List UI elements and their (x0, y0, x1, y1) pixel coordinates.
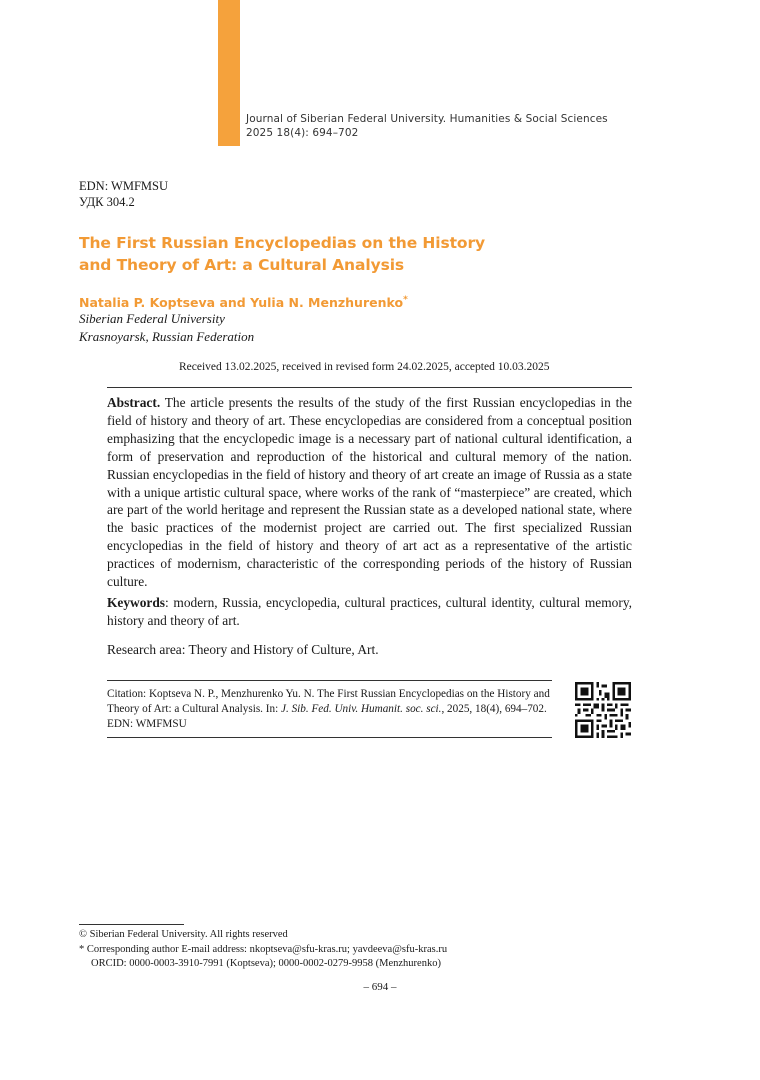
title-line-1: The First Russian Encyclopedias on the History (79, 234, 486, 252)
abstract (107, 394, 632, 591)
journal-title: Journal of Siberian Federal University. Humanities & Social Sciences (246, 113, 608, 125)
keywords (107, 594, 632, 630)
page-number: – 694 – (363, 981, 397, 993)
abstract-top-rule (107, 387, 632, 388)
journal-issue: 2025 18(4): 694–702 (246, 127, 359, 139)
title-line-2: and Theory of Art: a Cultural Analysis (79, 256, 405, 274)
footnotes (79, 928, 447, 972)
abstract-label: Abstract. (107, 395, 161, 410)
keywords-label: Keywords (107, 595, 166, 610)
identifiers (79, 178, 168, 210)
copyright-note: © Siberian Federal University. All rights reserved (79, 929, 288, 940)
citation-prefix: Citation: Koptseva N. P., Menzhurenko Yu. N. The First Russian Encyclopedias on the History and Theory of Art: a Cultural Analysis. In: (107, 688, 550, 715)
udc-id: УДК 304.2 (79, 195, 135, 209)
affiliation (79, 310, 254, 346)
received-dates: Received 13.02.2025, received in revised form 24.02.2025, accepted 10.03.2025 (179, 361, 550, 373)
journal-header (246, 112, 608, 140)
research-area: Research area: Theory and History of Culture, Art. (107, 642, 379, 657)
citation-top-rule (107, 680, 552, 681)
orcid-note: ORCID: 0000-0003-3910-7991 (Koptseva); 0000-0002-0279-9958 (Menzhurenko) (91, 958, 441, 969)
footnote-rule (79, 924, 184, 925)
article-title (79, 232, 539, 276)
citation-suffix: , 2025, 18(4), 694–702. EDN: WMFMSU (107, 703, 547, 730)
abstract-text: The article presents the results of the study of the first Russian encyclopedias in the field of history and theory of art. These encyclopedias are considered from a conceptual position emphasizing that the encyclopedic image is a necessary part of national cultural identification, a form of preservation and reproduction of the historical and cultural memory of the nation. Russian encyclopedias in the field of history and theory of art create an image of Russia as a state with a unique artistic cultural space, where works of the rank of “masterpiece” are created, which are part of the world heritage and represent the Russian state as a developed national state, where the basic practices of the modernist project are carried out. The first specialized Russian encyclopedias in the field of history and theory of art act as a representative of the artistic practices of modernism, characteristic of the corresponding periods of the history of Russian culture. (107, 395, 632, 590)
corresponding-mark: * (403, 295, 408, 305)
affiliation-location: Krasnoyarsk, Russian Federation (79, 329, 255, 344)
authors (79, 292, 408, 311)
qr-code-icon (575, 682, 631, 738)
affiliation-university: Siberian Federal University (79, 311, 225, 326)
citation-journal: J. Sib. Fed. Univ. Humanit. soc. sci. (281, 703, 442, 715)
citation-bottom-rule (107, 737, 552, 738)
keywords-text: : modern, Russia, encyclopedia, cultural practices, cultural identity, cultural memory, history and theory of art. (107, 595, 632, 628)
corresponding-author-note: * Corresponding author E-mail address: nkoptseva@sfu-kras.ru; yavdeeva@sfu-kras.ru (79, 943, 448, 955)
citation (107, 687, 552, 732)
author-names: Natalia P. Koptseva and Yulia N. Menzhurenko (79, 295, 404, 311)
edn-id: EDN: WMFMSU (79, 179, 169, 193)
header-accent-bar (218, 0, 240, 146)
